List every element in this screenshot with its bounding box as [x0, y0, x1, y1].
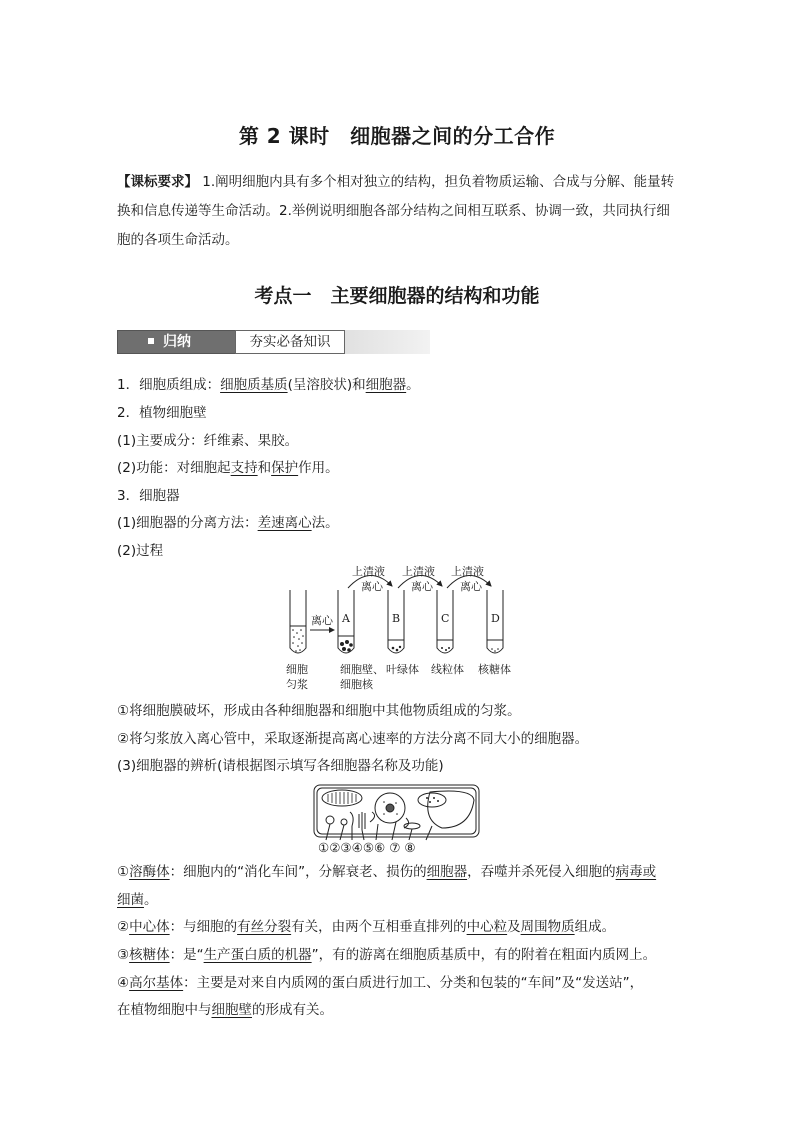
blank-golgi: 高尔基体 — [129, 975, 184, 991]
label-mitochondria: 线粒体 — [431, 663, 464, 676]
blank-support: 支持 — [230, 460, 258, 476]
banner-summary-tag — [117, 330, 236, 354]
item-cell-wall-function: (2)功能：对细胞起支持和保护作用。 — [117, 460, 339, 476]
banner-knowledge-tag: 夯实必备知识 — [235, 330, 345, 354]
label-nucleus: 细胞核 — [340, 678, 373, 691]
blank-lysosome: 溶酶体 — [129, 864, 170, 880]
label-chloroplast: 叶绿体 — [386, 663, 419, 676]
first-centrifuge-label: 离心 — [311, 614, 333, 627]
step-1: ①将细胞膜破坏，形成由各种细胞器和细胞中其他物质组成的匀浆。 — [117, 703, 521, 719]
item-cell-wall: 2．植物细胞壁 — [117, 405, 207, 421]
centrifugation-diagram — [280, 560, 520, 695]
supernatant-label-2: 上清液 — [402, 565, 435, 578]
curriculum-requirements — [117, 168, 679, 255]
supernatant-label-3: 上清液 — [451, 565, 484, 578]
requirements-label: 【课标要求】 — [117, 174, 198, 190]
banner-left-label: 归纳 — [163, 334, 191, 350]
organelle-lysosome-cont: 细菌。 — [117, 892, 158, 908]
organelle-centrosome: ②中心体：与细胞的有丝分裂有关，由两个互相垂直排列的中心粒及周围物质组成。 — [117, 919, 616, 935]
supernatant-label-1: 上清液 — [352, 565, 385, 578]
tube-letter-b: B — [392, 612, 401, 625]
blank-differential-centrifugation: 差速离心 — [257, 515, 312, 531]
label-ribosome: 核糖体 — [478, 663, 511, 676]
centrifuge-label-1: 离心 — [361, 580, 383, 593]
cell-diagram — [312, 782, 482, 854]
label-cell: 细胞 — [286, 663, 308, 676]
tube-letter-d: D — [491, 612, 500, 625]
blank-cytosol: 细胞质基质 — [220, 377, 288, 393]
organelle-golgi: ④高尔基体：主要是对来自内质网的蛋白质进行加工、分类和包装的“车间”及“发送站”， — [117, 975, 644, 991]
tube-letter-c: C — [441, 612, 450, 625]
blank-protect: 保护 — [271, 460, 299, 476]
centrifuge-label-2: 离心 — [411, 580, 433, 593]
requirements-text: 1.阐明细胞内具有多个相对独立的结构，担负着物质运输、合成与分解、能量转换和信息传递等生命活动。2.举例说明细胞各部分结构之间相互联系、协调一致，共同执行细胞的各项生命活动。 — [117, 174, 675, 248]
label-homogenate: 匀浆 — [286, 678, 308, 691]
lesson-title: 第 2 课时 细胞器之间的分工合作 — [238, 124, 556, 148]
item-organelles: 3．细胞器 — [117, 488, 180, 504]
blank-organelle: 细胞器 — [365, 377, 407, 393]
item-separation-method: (1)细胞器的分离方法：差速离心法。 — [117, 515, 339, 531]
blank-ribosome: 核糖体 — [129, 947, 170, 963]
blank-centrosome: 中心体 — [129, 919, 170, 935]
square-bullet-icon — [148, 338, 154, 344]
centrifuge-label-3: 离心 — [460, 580, 482, 593]
label-cell-wall: 细胞壁、 — [340, 663, 384, 676]
organelle-ribosome: ③核糖体：是“生产蛋白质的机器”，有的游离在细胞质基质中，有的附着在粗面内质网上。 — [117, 947, 657, 963]
step-2: ②将匀浆放入离心管中，采取逐渐提高离心速率的方法分离不同大小的细胞器。 — [117, 731, 589, 747]
organelle-lysosome: ①溶酶体：细胞内的“消化车间”，分解衰老、损伤的细胞器，吞噬并杀死侵入细胞的病毒或 — [117, 864, 657, 880]
organelle-golgi-cont: 在植物细胞中与细胞壁的形成有关。 — [117, 1002, 333, 1018]
item-cell-wall-components: (1)主要成分：纤维素、果胶。 — [117, 433, 299, 449]
organelle-number-labels: ①②③④⑤⑥ ⑦ ⑧ — [318, 840, 416, 854]
item-identification: (3)细胞器的辨析(请根据图示填写各细胞器名称及功能) — [117, 758, 444, 774]
section-banner — [117, 330, 430, 354]
item-cytoplasm: 1．细胞质组成：细胞质基质(呈溶胶状)和细胞器。 — [117, 377, 420, 393]
tube-letter-a: A — [342, 612, 350, 625]
test-tube-homogenate — [290, 590, 306, 653]
section-title: 考点一 主要细胞器的结构和功能 — [254, 285, 540, 307]
item-process: (2)过程 — [117, 543, 164, 559]
